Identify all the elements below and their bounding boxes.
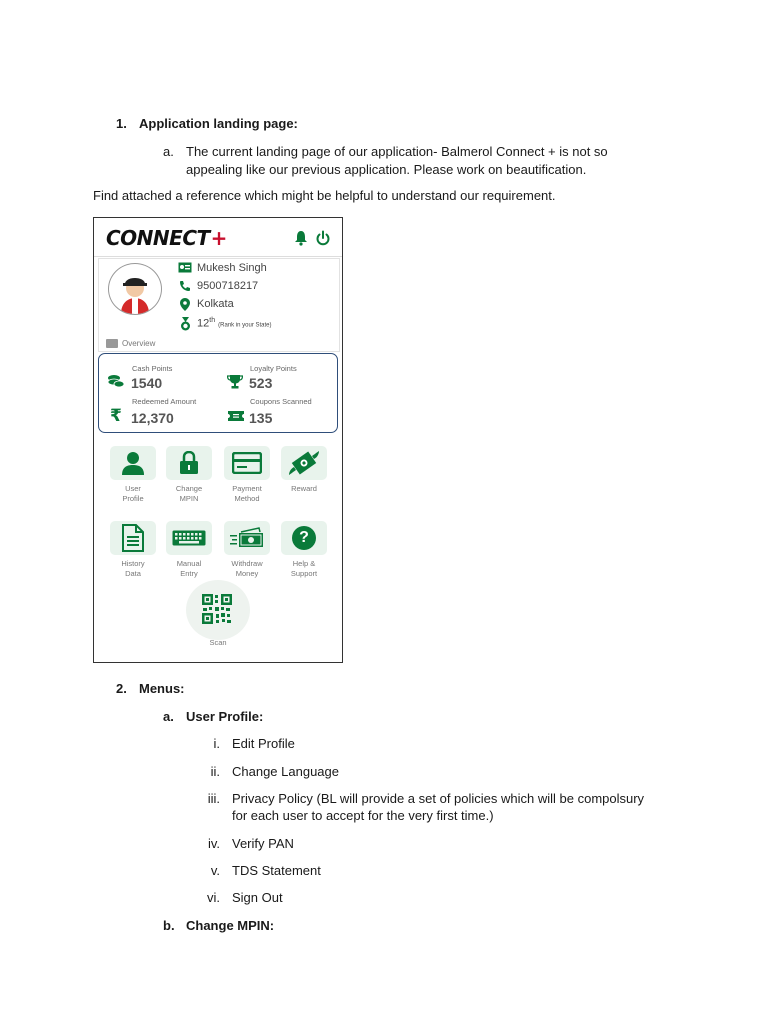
item-a-line-2: appealing like our previous application. Please work on beautification. [186, 162, 587, 177]
redeemed-amount-label: Redeemed Amount [132, 397, 197, 406]
connect-logo [106, 226, 227, 250]
section-2-heading: Menus: [139, 681, 185, 696]
change-mpin-label: Change MPIN [175, 484, 203, 503]
coupons-scanned-label: Coupons Scanned [250, 397, 312, 406]
document-icon [122, 524, 144, 552]
folder-icon [106, 339, 118, 348]
help-support-label: Help & Support [290, 559, 318, 578]
user-profile-label: User Profile [122, 484, 144, 503]
phone-icon [178, 280, 192, 292]
menu-item-marker: vi. [207, 890, 220, 905]
keyboard-icon [172, 530, 206, 546]
profile-rank: 12 [197, 317, 210, 330]
manual-entry-tile[interactable] [166, 521, 212, 555]
section-1-heading: Application landing page: [139, 116, 298, 131]
bell-icon[interactable] [293, 230, 309, 246]
item-a-line-1: The current landing page of our application- Balmerol Connect + is not so [186, 144, 608, 159]
help-support-tile[interactable] [281, 521, 327, 555]
subsection-b-marker: b. [163, 918, 175, 933]
menu-item-privacy-policy-cont: for each user to accept for the very first time.) [232, 808, 494, 823]
section-2-number: 2. [116, 681, 127, 696]
help-icon: ? [292, 526, 316, 550]
reward-label: Reward [291, 484, 317, 493]
stats-card [98, 353, 338, 433]
withdraw-money-label: Withdraw Money [231, 559, 263, 578]
user-profile-tile[interactable] [110, 446, 156, 480]
profile-city: Kolkata [197, 298, 234, 310]
cash-points-value: 1540 [131, 375, 163, 391]
lock-icon [179, 451, 199, 475]
credit-card-icon [232, 452, 262, 474]
reference-note: Find attached a reference which might be helpful to understand our requirement. [93, 188, 556, 203]
menu-item-verify-pan: Verify PAN [232, 836, 294, 851]
menu-item-sign-out: Sign Out [232, 890, 283, 905]
coins-icon [107, 374, 125, 388]
overview-label [106, 339, 155, 348]
profile-name: Mukesh Singh [197, 262, 267, 274]
power-icon[interactable] [315, 230, 331, 246]
avatar [108, 263, 162, 315]
history-data-tile[interactable] [110, 521, 156, 555]
item-a-marker: a. [163, 144, 174, 159]
loyalty-points-value: 523 [249, 375, 273, 391]
menu-item-marker: v. [210, 863, 220, 878]
user-icon [122, 451, 144, 475]
subsection-a-marker: a. [163, 709, 174, 724]
trophy-icon [227, 374, 243, 389]
profile-rank-note: (Rank in your State) [218, 322, 272, 329]
logo-plus: + [210, 226, 227, 250]
manual-entry-label: Manual Entry [176, 559, 202, 578]
rupee-icon: ₹ [110, 406, 122, 425]
overview-text: Overview [122, 339, 156, 348]
section-1-number: 1. [116, 116, 127, 131]
location-pin-icon [178, 298, 192, 310]
coupons-scanned-value: 135 [249, 410, 273, 426]
menu-item-marker: iii. [207, 791, 220, 806]
profile-rank-suffix: th [209, 317, 216, 324]
redeemed-amount-value: 12,370 [131, 410, 174, 426]
logo-text: CONNECT [106, 226, 210, 250]
id-card-icon [178, 262, 192, 274]
history-data-label: History Data [121, 559, 145, 578]
change-mpin-tile[interactable] [166, 446, 212, 480]
flying-money-icon [288, 449, 320, 477]
ticket-icon [227, 410, 245, 422]
menu-item-edit-profile: Edit Profile [232, 736, 295, 751]
app-screenshot [93, 217, 343, 663]
subsection-b-heading: Change MPIN: [186, 918, 275, 933]
withdraw-money-tile[interactable] [224, 521, 270, 555]
cash-stack-icon [229, 527, 265, 549]
scan-label: Scan [209, 638, 227, 647]
menu-item-marker: i. [213, 736, 220, 751]
loyalty-points-label: Loyalty Points [250, 364, 297, 373]
subsection-a-heading: User Profile: [186, 709, 264, 724]
menu-item-change-language: Change Language [232, 764, 339, 779]
payment-method-label: Payment Method [232, 484, 262, 503]
profile-phone-row [178, 280, 258, 292]
header-divider [94, 256, 342, 257]
cash-points-label: Cash Points [132, 364, 173, 373]
payment-method-tile[interactable] [224, 446, 270, 480]
menu-item-marker: iv. [207, 836, 220, 851]
profile-phone: 9500718217 [197, 280, 259, 292]
profile-rank-row [178, 317, 272, 330]
menu-item-tds-statement: TDS Statement [232, 863, 321, 878]
reward-tile[interactable] [281, 446, 327, 480]
profile-city-row [178, 298, 234, 310]
menu-item-marker: ii. [210, 764, 220, 779]
profile-name-row [178, 262, 267, 274]
menu-item-privacy-policy: Privacy Policy (BL will provide a set of policies which will be compolsury [232, 791, 645, 806]
medal-icon [178, 317, 192, 329]
qr-code-icon [202, 594, 232, 624]
